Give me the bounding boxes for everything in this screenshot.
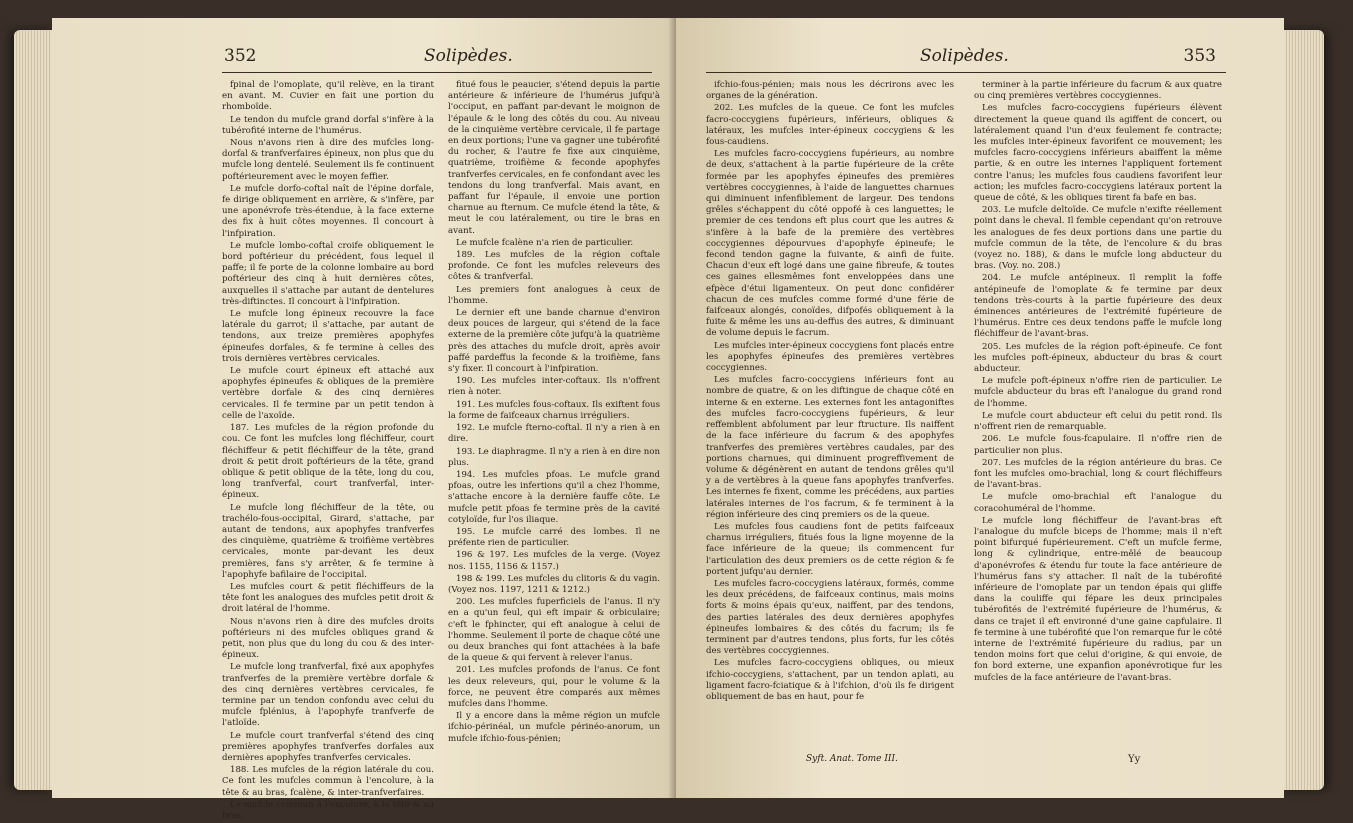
paragraph: 196 & 197. Les mufcles de la verge. (Voyez nos. 1155, 1156 & 1157.) [448,550,660,572]
left-header-rule [222,72,652,73]
paragraph: Les mufcles facro-coccygiens fupérieurs élèvent directement la queue quand ils agiffent de concert, ou latéralement quand l'un d'eux feulement fe contracte; les mufcles inter-épineux favorifent ce mouvement; les mufcles facro-coccygiens inférieurs abaiffent la même partie, & en outre les internes l'appliquent fortement contre l'anus; les mufcles fous caudiens favorifent leur action; les mufcles facro-coccygiens latéraux portent la queue de côté, & les obliques tirent fa bafe en bas. [974,103,1222,204]
paragraph: 187. Les mufcles de la région profonde du cou. Ce font les mufcles long fléchiffeur, court fléchiffeur & petit fléchiffeur de la tête, grand droit & petit droit poftérieurs de la tête, grand oblique & petit oblique de la tête, long du cou, long tranfverfal, court tranfverfal, inter-épineux. [222,423,434,501]
paragraph: Le mufcle omo-brachial eft l'analogue du coracohuméral de l'homme. [974,492,1222,514]
paragraph: fitué fous le peaucier, s'étend depuis la partie antérieure & inférieure de l'humérus jufqu'à l'occiput, en paffant par-devant le moignon de l'épaule & le long des côtés du cou. Au niveau de la cinquième vertèbre cervicale, il fe partage en deux portions; l'une va gagner une tubérofité du rocher, & l'autre fe fixe aux cinquième, quatrième, troifième & feconde apophyfes tranfverfes cervicales, en fe confondant avec les tendons du long tranfverfal. Mais avant, en paffant fur l'épaule, il envoie une portion charnue au fternum. Ce mufcle étend la tête, & meut le cou latéralement, ou tire le bras en avant. [448,80,660,236]
paragraph: fpinal de l'omoplate, qu'il relève, en la tirant en avant. M. Cuvier en fait une portion du rhomboïde. [222,80,434,113]
paragraph: 207. Les mufcles de la région antérieure du bras. Ce font les mufcles omo-brachial, long & court fléchiffeurs de l'avant-bras. [974,457,1222,491]
paragraph: 190. Les mufcles inter-coftaux. Ils n'offrent rien à noter. [448,376,660,398]
paragraph: Il y a encore dans la même région un mufcle ifchio-périnéal, un mufcle périnéo-anorum, un mufcle ifchio-fous-pénien; [448,711,660,744]
right-running-title: Solipèdes. [920,46,1009,66]
paragraph: 188. Les mufcles de la région latérale du cou. Ce font les mufcles commun à l'encolure, à la tête & au bras, fcalène, & inter-tranfverfaires. [222,765,434,798]
paragraph: Les mufcles facro-coccygiens fupérieurs, au nombre de deux, s'attachent à la partie fupérieure de la crête formée par les apophyfes épineufes des premières vertèbres coccygiennes, à l'aide de languettes charnues qui diminuent infenfiblement de largeur. Des tendons grêles s'échappent du côté oppofé à ces languettes; le premier de ces tendons eft plus court que les autres & s'infère à la bafe de la première des vertèbres coccygiennes dépourvues d'apophyfe épineufe; le fecond tendon gagne la fuivante, & ainfi de fuite. Chacun d'eux eft logé dans une gaine fibreufe, & toutes ces gaines ellesmêmes font enveloppées dans une efpèce d'étui ligamenteux. On peut donc confidérer chacun de ces mufcles comme formé d'une férie de faifceaux alongés, conoïdes, difpofés obliquement à la fuite & même les uns au-deffus des autres, & diminuant de volume depuis le facrum. [706,149,954,339]
paragraph: Le mufcle court abducteur eft celui du petit rond. Ils n'offrent rien de remarquable. [974,410,1222,433]
left-page-header [52,46,680,70]
paragraph: 195. Le mufcle carré des lombes. Il ne préfente rien de particulier. [448,526,660,549]
left-page-number: 352 [224,46,257,66]
left-column-2 [448,80,660,746]
signature-mark: Yy [1128,754,1141,765]
right-page [676,18,1284,798]
paragraph: 198 & 199. Les mufcles du clitoris & du vagin. (Voyez nos. 1197, 1211 & 1212.) [448,573,660,595]
paragraph: 204. Le mufcle antépineux. Il remplit la foffe antépineufe de l'omoplate & fe termine par deux tendons très-courts à la partie fupérieure des deux éminences antérieures de l'extrémité fupérieure de l'humérus. Entre ces deux tendons paffe le mufcle long fléchiffeur de l'avant-bras. [974,273,1222,340]
paragraph: Nous n'avons rien à dire des mufcles long-dorfal & tranfverfaires épineux, non plus que du mufcle long dentelé. Seulement ils fe continuent poftérieurement avec le moyen feffier. [222,138,434,182]
paragraph: Le mufcle long fléchiffeur de l'avant-bras eft l'analogue du mufcle biceps de l'homme; mais il n'eft point bifurqué fupérieurement. C'eft un mufcle ferme, long & cylindrique, entre-mêlé de beaucoup d'aponévrofes & étendu fur toute la face antérieure de l'humérus fans s'y attacher. Il naît de la tubérofité inférieure de l'omoplate par un tendon épais qui gliffe dans la couliffe qui fépare les deux principales tubérofités de l'extrémité fupérieure de l'humérus, & dans ce trajet il eft environné d'une gaine capfulaire. Il fe termine à une tubérofité que l'on remarque fur le côté interne de l'extrémité fupérieure du radius, par un tendon moins fort que celui d'origine, & qui envoie, de fon bord externe, une expanfion aponévrotique fur les mufcles de la face antérieure de l'avant-bras. [974,515,1222,683]
left-column-1 [222,80,434,823]
paragraph: Nous n'avons rien à dire des mufcles droits poftérieurs ni des mufcles obliques grand & petit, non plus que du long du cou & des inter-épineux. [222,616,434,661]
right-column-1 [706,80,954,704]
paragraph: 202. Les mufcles de la queue. Ce font les mufcles facro-coccygiens fupérieurs, inférieurs, obliques & latéraux, les mufcles inter-épineux coccygiens & les fous-caudiens. [706,103,954,148]
right-page-edges [1280,30,1324,790]
paragraph: 189. Les mufcles de la région coftale profonde. Ce font les mufcles releveurs des côtes & tranfverfal. [448,250,660,283]
right-column-2 [974,80,1222,685]
paragraph: 191. Les mufcles fous-coftaux. Ils exiftent fous la forme de faifceaux charnus irréguliers. [448,399,660,421]
paragraph: 201. Les mufcles profonds de l'anus. Ce font les deux releveurs, qui, pour le volume & la force, ne peuvent être comparés aux mêmes mufcles dans l'homme. [448,665,660,709]
paragraph: Le mufcle court tranfverfal s'étend des cinq premières apophyfes tranfverfes dorfales aux dernières apophyfes tranfverfes cervicales. [222,730,434,763]
paragraph: Le mufcle lombo-coftal croife obliquement le bord poftérieur du précédent, fous lequel il paffe; il fe porte de la colonne lombaire au bord poftérieur des cinq à huit dernières côtes, auxquelles il s'attache par autant de dentelures très-diftinctes. Il concourt à l'infpiration. [222,240,434,307]
paragraph: terminer à la partie inférieure du facrum & aux quatre ou cinq premières vertèbres coccygiennes. [974,80,1222,102]
paragraph: Le mufcle court épineux eft attaché aux apophyfes épineufes & obliques de la première vertèbre dorfale & des cinq dernières cervicales. Il fe termine par un petit tendon à celle de l'axoïde. [222,366,434,421]
paragraph: Le mufcle poft-épineux n'offre rien de particulier. Le mufcle abducteur du bras eft l'analogue du grand rond de l'homme. [974,376,1222,409]
paragraph: ifchio-fous-pénien; mais nous les décrirons avec les organes de la génération. [706,80,954,102]
paragraph: Le mufcle long tranfverfal, fixé aux apophyfes tranfverfes de la première vertèbre dorfale & des cinq dernières vertèbres cervicales, fe termine par un tendon confondu avec celui du mufcle fplénius, à l'apophyfe tranfverfe de l'atloïde. [222,662,434,729]
paragraph: 192. Le mufcle fterno-coftal. Il n'y a rien à en dire. [448,423,660,445]
paragraph: 193. Le diaphragme. Il n'y a rien à en dire non plus. [448,446,660,468]
paragraph: 206. Le mufcle fous-fcapulaire. Il n'offre rien de particulier non plus. [974,434,1222,456]
left-page [52,18,680,821]
paragraph: Le mufcle dorfo-coftal naît de l'épine dorfale, fe dirige obliquement en arrière, & s'infère, par une aponévrofe très-étendue, à la face externe des fix à huit côtes moyennes. Il concourt à l'infpiration. [222,183,434,239]
paragraph: 203. Le mufcle deltoïde. Ce mufcle n'exifte réellement point dans le cheval. Il femble cependant qu'on retrouve les analogues de fes deux portions dans une partie du mufcle commun de la tête, de l'encolure & du bras (voyez no. 188), & dans le mufcle long abducteur du bras. (Voy. no. 208.) [974,205,1222,272]
paragraph: Le dernier eft une bande charnue d'environ deux pouces de largeur, qui s'étend de la face externe de la première côte jufqu'à la quatrième près des attaches du mufcle droit, après avoir paffé pardeffus la feconde & la troifième, fans s'y fixer. Il concourt à l'infpiration. [448,308,660,375]
paragraph: Le mufcle fcalène n'a rien de particulier. [456,237,634,248]
left-running-title: Solipèdes. [424,46,513,66]
paragraph: Les mufcles inter-épineux coccygiens font placés entre les apophyfes épineufes des premières vertèbres coccygiennes. [706,340,954,374]
paragraph: Les mufcles facro-coccygiens obliques, ou mieux ifchio-coccygiens, s'attachent, par un tendon aplati, au ligament facro-fciatique & à l'ifchion, d'où ils fe dirigent obliquement de bas en haut, pour fe [706,658,954,702]
right-page-number: 353 [1183,46,1216,66]
paragraph: Les premiers font analogues à ceux de l'homme. [448,284,660,306]
paragraph: Le mufcle long épineux recouvre la face latérale du garrot; il s'attache, par autant de tendons, aux treize premières apophyfes épineufes dorfales, & fe termine à celles des trois dernières vertèbres cervicales. [222,309,434,364]
left-page-edges [14,30,54,790]
paragraph: Les mufcles court & petit fléchiffeurs de la tête font les analogues des mufcles petit droit & droit latéral de l'homme. [222,581,434,615]
paragraph: Les mufcles facro-coccygiens latéraux, formés, comme les deux précédens, de faifceaux continus, mais moins forts & moins épais qu'eux, naiffent, par des tendons, des parties latérales des deux dernières apophyfes épineufes lombaires & des côtés du facrum; ils fe terminent par d'autres tendons, plus forts, fur les côtés des vertèbres coccygiennes. [706,578,954,657]
right-page-header [676,46,1284,70]
paragraph: Le tendon du mufcle grand dorfal s'infère à la tubérofité interne de l'humérus. [222,114,434,136]
footer-note: Syft. Anat. Tome III. [806,754,898,764]
paragraph: 205. Les mufcles de la région poft-épineufe. Ce font les mufcles poft-épineux, abducteur du bras & court abducteur. [974,341,1222,375]
paragraph: 194. Les mufcles pfoas. Le mufcle grand pfoas, outre les infertions qu'il a chez l'homme, s'attache encore à la dernière fauffe côte. Le mufcle petit pfoas fe termine près de la cavité cotyloïde, fur l'os iliaque. [448,469,660,525]
right-header-rule [706,72,1226,73]
paragraph: Le mufcle long fléchiffeur de la tête, ou trachélo-fous-occipital, Girard, s'attache, par autant de tendons, aux apophyfes tranfverfes des cinquième, quatrième & troifième vertèbres cervicales, monte par-devant les deux premières, fans s'y arrêter, & fe termine à l'apophyfe bafilaire de l'occipital. [222,502,434,580]
paragraph: Les mufcles fous caudiens font de petits faifceaux charnus irréguliers, fitués fous la ligne moyenne de la face inférieure de la queue; ils commencent fur l'articulation des deux premiers os de cette région & fe portent jufqu'au dernier. [706,521,954,577]
paragraph: 200. Les mufcles fuperficiels de l'anus. Il n'y en a qu'un feul, qui eft impair & orbiculaire; c'eft le fphincter, qui eft analogue à celui de l'homme. Seulement il porte de chaque côté une ou deux branches qui font attachées à la bafe de la queue & qui fervent à relever l'anus. [448,597,660,664]
paragraph: Les mufcles facro-coccygiens inférieurs font au nombre de quatre, & on les diftingue de chaque côté en interne & en externe. Les externes font les antagoniftes des mufcles facro-coccygiens fupérieurs, & leur reffemblent abfolument par leur ftructure. Ils naiffent de la face inférieure du facrum & des apophyfes tranfverfes des premières vertèbres caudales, par des portions charnues, qui diminuent progreffivement de volume & dégénèrent en autant de tendons grêles qu'il y a de vertèbres à la queue fans apophyfes tranfverfes. Les internes fe fixent, comme les précédens, aux parties latérales internes de l'os facrum, & fe terminent à la région inférieure des cinq premiers os de la queue. [706,375,954,520]
paragraph: Le mufcle commun à l'encolure, à la tête & au bras, [222,799,434,821]
